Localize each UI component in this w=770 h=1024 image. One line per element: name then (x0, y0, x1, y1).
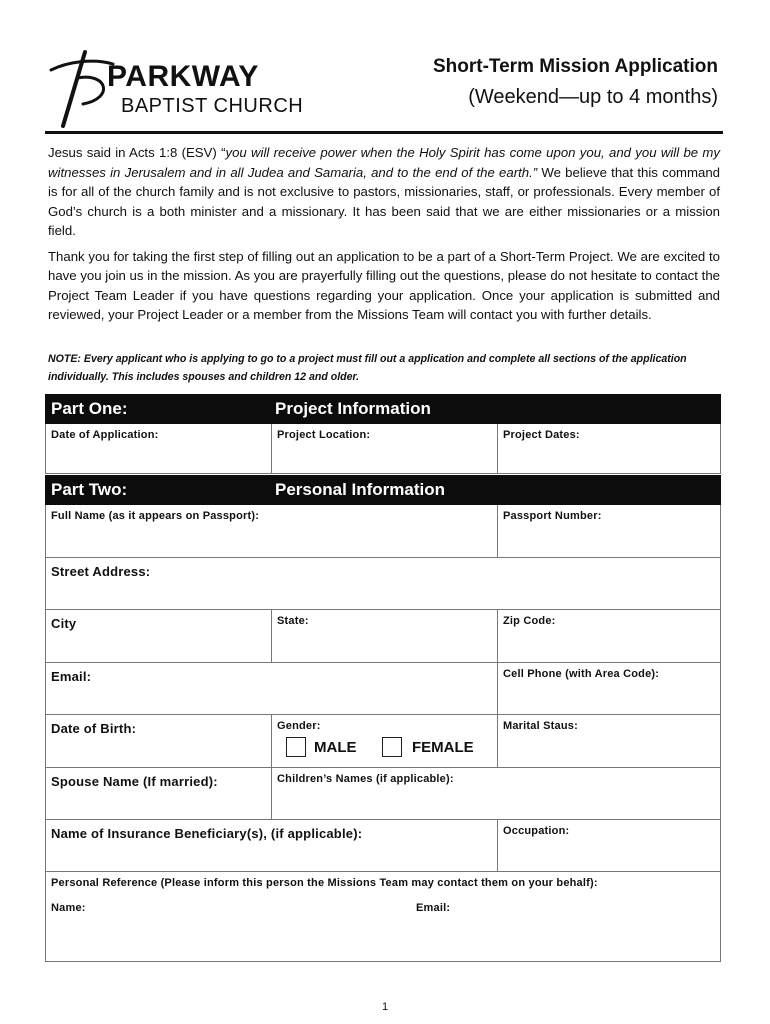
insurance-beneficiary-label: Name of Insurance Beneficiary(s), (if applicable): (51, 826, 363, 841)
project-location-field[interactable] (271, 424, 497, 473)
part-one-label: Part One: (51, 399, 128, 418)
zip-code-label: Zip Code: (503, 615, 556, 627)
project-location-label: Project Location: (277, 429, 371, 441)
intro-text (48, 143, 720, 331)
part-two-label: Part Two: (51, 480, 128, 499)
children-names-label: Children’s Names (if applicable): (277, 773, 454, 785)
passport-number-label: Passport Number: (503, 510, 602, 522)
page-header (47, 48, 723, 132)
cell-phone-field[interactable] (497, 663, 720, 714)
occupation-label: Occupation: (503, 825, 570, 837)
date-of-birth-field[interactable] (46, 715, 271, 767)
spouse-children-row (45, 768, 721, 820)
date-of-application-label: Date of Application: (51, 429, 159, 441)
page-number: 1 (381, 1001, 389, 1013)
logo-name: PARKWAY (107, 60, 259, 93)
project-dates-label: Project Dates: (503, 429, 580, 441)
gender-label: Gender: (277, 720, 321, 732)
email-label: Email: (51, 669, 92, 684)
full-name-label: Full Name (as it appears on Passport): (51, 510, 260, 522)
state-field[interactable] (271, 610, 497, 662)
dob-gender-marital-row (45, 715, 721, 768)
personal-reference-label: Personal Reference (Please inform this person the Missions Team may contact them on your behalf): (51, 877, 598, 889)
intro-paragraph-2: Thank you for taking the first step of filling out an application to be a part of a Short-Term Project. We are excited to have you join us in the mission. As you are prayerfully filling out the questions, please do not hesitate to contact the Project Team Leader if you have questions regarding your application. Once your application is submitted and reviewed, your Project Leader or a member from the Missions Team will contact you with further details. (48, 248, 720, 322)
reference-name-label: Name: (51, 902, 86, 914)
intro-p1-quote: you will receive power when the Holy Spirit has come upon you, and you will be my witnesses in Jerusalem and in all Judea and Samaria, and to the end of the earth.” (48, 145, 720, 180)
project-dates-field[interactable] (497, 424, 720, 473)
intro-paragraph-1 (48, 143, 720, 241)
personal-reference-field[interactable] (46, 872, 720, 961)
street-address-label: Street Address: (51, 564, 151, 579)
intro-p1-prefix: Jesus said in Acts 1:8 (ESV) “ (48, 145, 226, 160)
personal-reference-row (45, 872, 721, 962)
form-subtitle: (Weekend—up to 4 months) (468, 86, 718, 108)
part-one-section-label: Project Information (275, 399, 431, 418)
cell-phone-label: Cell Phone (with Area Code): (503, 668, 660, 680)
children-names-field[interactable] (271, 768, 720, 819)
name-passport-row (45, 505, 721, 558)
marital-status-field[interactable] (497, 715, 720, 767)
part-two-header (45, 475, 721, 505)
form-title: Short-Term Mission Application (432, 56, 718, 77)
spouse-name-label: Spouse Name (If married): (51, 774, 218, 789)
header-divider (45, 131, 723, 134)
date-of-application-field[interactable] (46, 424, 271, 473)
city-state-zip-row (45, 610, 721, 663)
part-one-header (45, 394, 721, 424)
city-field[interactable] (46, 610, 271, 662)
email-field[interactable] (46, 663, 497, 714)
gender-field (271, 715, 497, 767)
part-two-section-label: Personal Information (275, 480, 446, 499)
spouse-name-field[interactable] (46, 768, 271, 819)
project-info-row (45, 424, 721, 474)
date-of-birth-label: Date of Birth: (51, 721, 137, 736)
city-label: City (51, 616, 77, 631)
marital-status-label: Marital Staus: (503, 720, 578, 732)
beneficiary-occupation-row (45, 820, 721, 872)
street-address-row (45, 558, 721, 610)
applicant-note: NOTE: Every applicant who is applying to go to a project must fill out a application and complete all sections of the application individually. This includes spouses and children 12 and older. (48, 353, 687, 383)
reference-email-label: Email: (416, 902, 451, 914)
zip-code-field[interactable] (497, 610, 720, 662)
street-address-field[interactable] (46, 558, 720, 609)
full-name-field[interactable] (46, 505, 497, 557)
church-logo (47, 48, 307, 128)
female-checkbox[interactable] (382, 737, 402, 757)
email-phone-row (45, 663, 721, 715)
occupation-field[interactable] (497, 820, 720, 871)
logo-subtitle: BAPTIST CHURCH (121, 95, 304, 117)
male-checkbox[interactable] (286, 737, 306, 757)
state-label: State: (277, 615, 309, 627)
male-label: MALE (314, 739, 357, 756)
insurance-beneficiary-field[interactable] (46, 820, 497, 871)
female-label: FEMALE (412, 739, 474, 756)
intro-p1-rest: We believe that this command is for all of the church family and is not exclusive to pastors, missionaries, staff, or professionals. Every member of God’s church is a both minister and a missionary. It has been said that we are either missionaries or a mission field. (48, 164, 720, 238)
passport-number-field[interactable] (497, 505, 720, 557)
